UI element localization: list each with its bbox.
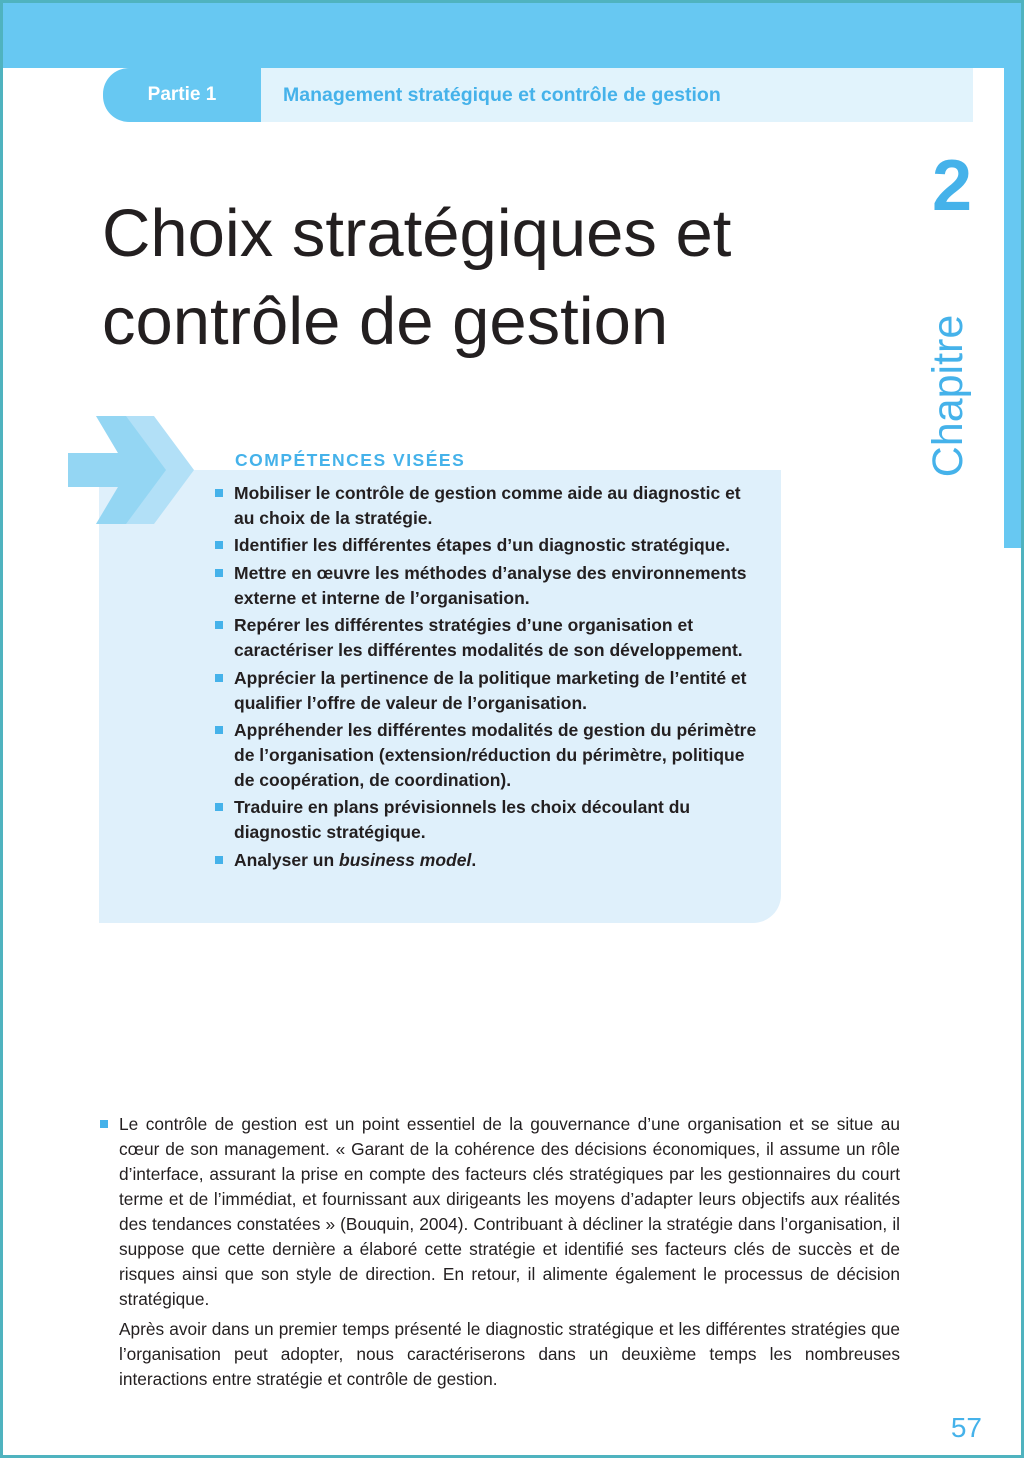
part-title-box: [261, 68, 973, 122]
skill-text-prefix: Analyser un: [234, 849, 340, 870]
chapter-title-line-2: contrôle de gestion: [102, 284, 669, 359]
intro-paragraph-text: Le contrôle de gestion est un point essentiel de la gouvernance d’une organisation et se situe au cœur de son management. « Garant de la cohérence des décisions économiques, il assume un rôle d’interface, assurant la prise en compte des facteurs clés stratégiques par les gestionnaires du court terme et de l’immédiat, et fournissant aux dirigeants les moyens d’adapter leurs objectifs aux réalités des tendances constatées » (Bouquin, 2004). Contribuant à décliner la stratégie dans l’organisation, il suppose que cette dernière a élaboré cette stratégie et identifié ses facteurs clés de succès et de risques ainsi que son style de direction. En retour, il alimente également le processus de décision stratégique.: [119, 1114, 900, 1309]
skill-text-emphasis: business model: [339, 849, 472, 870]
skill-text: Traduire en plans prévisionnels les choix découlant du diagnostic stratégique.: [234, 797, 691, 843]
skill-text: Appréhender les différentes modalités de gestion du périmètre de l’organisation (extension/réduction du périmètre, politique de coopération, de coordination).: [234, 719, 757, 790]
skill-item: [214, 795, 764, 845]
intro-paragraph-text: Après avoir dans un premier temps présenté le diagnostic stratégique et les différentes stratégies que l’organisation peut adopter, nous caractériserons dans un deuxième temps les nombreuses interactions entre stratégie et contrôle de gestion.: [119, 1319, 900, 1389]
square-bullet-icon: [215, 856, 223, 864]
skill-item: [214, 848, 764, 873]
top-color-band: [3, 3, 1021, 68]
skill-item: [214, 613, 764, 663]
skill-item: [214, 718, 764, 793]
square-bullet-icon: [215, 674, 223, 682]
part-label: [103, 68, 261, 122]
skill-text: Repérer les différentes stratégies d’une organisation et caractériser les différentes modalités de son développement.: [234, 615, 743, 661]
square-bullet-icon: [100, 1120, 108, 1128]
intro-paragraph: [100, 1317, 900, 1392]
chapter-label: Chapitre: [924, 314, 972, 478]
chapter-title: [102, 190, 892, 366]
skill-item: [214, 481, 764, 531]
intro-paragraph: [100, 1112, 900, 1312]
chapter-number: 2: [931, 146, 973, 226]
skills-list: [214, 481, 764, 875]
square-bullet-icon: [215, 803, 223, 811]
skill-item: [214, 561, 764, 611]
skill-text: Identifier les différentes étapes d’un diagnostic stratégique.: [234, 535, 730, 556]
square-bullet-icon: [215, 726, 223, 734]
square-bullet-icon: [215, 489, 223, 497]
skill-item: [214, 666, 764, 716]
skill-text: Mobiliser le contrôle de gestion comme aide au diagnostic et au choix de la stratégie.: [234, 483, 741, 528]
arrow-right-icon: [66, 414, 196, 526]
skill-text-suffix: .: [471, 849, 477, 870]
chapter-title-line-1: Choix stratégiques et: [102, 196, 732, 271]
part-title: Management stratégique et contrôle de gestion: [283, 83, 721, 106]
skill-item: [214, 533, 764, 558]
page-number: 57: [950, 1412, 982, 1443]
part-label-text: Partie 1: [147, 84, 217, 105]
square-bullet-icon: [215, 621, 223, 629]
skill-text: Apprécier la pertinence de la politique marketing de l’entité et qualifier l’offre de valeur de l’organisation.: [234, 667, 747, 713]
intro-section: [100, 1112, 900, 1397]
square-bullet-icon: [215, 541, 223, 549]
skills-heading: COMPÉTENCES VISÉES: [235, 450, 466, 470]
skill-text: Mettre en œuvre les méthodes d’analyse des environnements externe et interne de l’organisation.: [234, 562, 747, 608]
square-bullet-icon: [215, 569, 223, 577]
